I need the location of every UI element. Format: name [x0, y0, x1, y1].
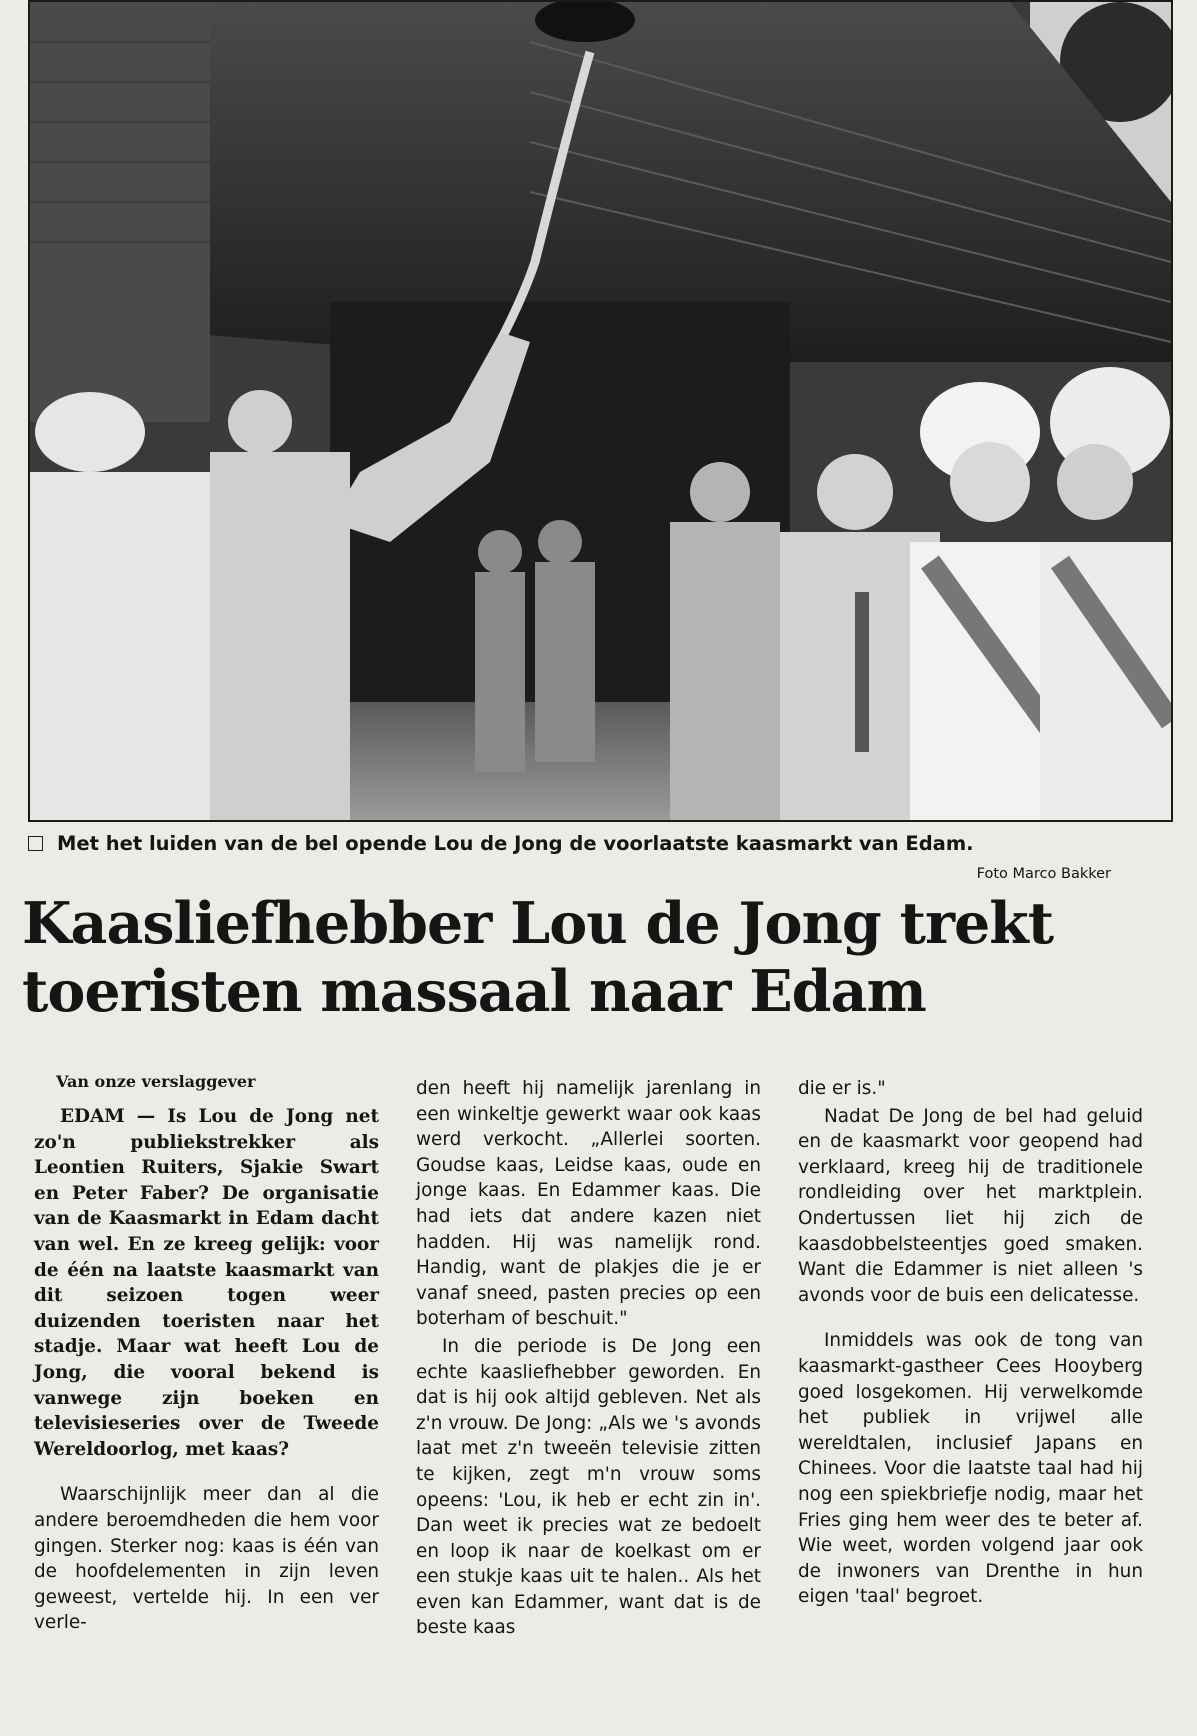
article-paragraph: die er is."	[798, 1078, 886, 1099]
article-paragraph: Inmiddels was ook de tong van kaasmarkt-gastheer Cees Hooyberg goed losgekomen. Hij verwelkomde het publiek in vrijwel alle wereldtalen, inclusief Japans en Chinees. Voor die laatste taal had hij nog een spiekbriefje nodig, maar het Fries ging hem weer des te beter af. Wie weet, worden volgend jaar ook de inwoners van Drenthe in hun eigen 'taal' begroet.	[798, 1330, 1143, 1608]
headline-line-2: toeristen massaal naar Edam	[22, 958, 926, 1025]
caption-bullet-icon	[28, 836, 43, 851]
headline	[22, 890, 1182, 1026]
photo-credit: Foto Marco Bakker	[976, 866, 1111, 882]
article-paragraph: Nadat De Jong de bel had geluid en de kaasmarkt voor geopend had verklaard, kreeg hij de traditionele rondleiding over het marktplein. Ondertussen liet hij zich de kaasdobbelsteentjes goed smaken. Want die Edammer is niet alleen 's avonds voor de buis een delicatesse.	[798, 1105, 1143, 1306]
photo-bell-ringing-icon	[30, 2, 1171, 820]
article-lead: EDAM — Is Lou de Jong net zo'n publiekstrekker als Leontien Ruiters, Sjakie Swart en Peter Faber? De organisatie van de Kaasmarkt in Edam dacht van wel. En ze kreeg gelijk: voor de één na laatste kaasmarkt van dit seizoen togen weer duizenden toeristen naar het stadje. Maar wat heeft Lou de Jong, die vooral bekend is vanwege zijn boeken en televisieseries over de Tweede Wereldoorlog, met kaas?	[34, 1106, 379, 1460]
headline-line-1: Kaasliefhebber Lou de Jong trekt	[22, 890, 1054, 957]
article-paragraph: den heeft hij namelijk jarenlang in een winkeltje gewerkt waar ook kaas werd verkocht. „Allerlei soorten. Goudse kaas, Leidse kaas, oude en jonge kaas. En Edammer kaas. Die had iets dat andere kazen niet hadden. Hij was namelijk rond. Handig, want de plakjes die je er vanaf sneed, pasten precies op een boterham of beschuit."	[416, 1078, 761, 1330]
news-photo	[28, 0, 1173, 822]
article-column-3	[798, 1076, 1143, 1610]
caption-text: Met het luiden van de bel opende Lou de Jong de voorlaatste kaasmarkt van Edam.	[57, 832, 974, 855]
article-column-2	[416, 1076, 761, 1641]
article-column-1	[34, 1072, 379, 1636]
photo-caption	[28, 832, 1173, 855]
byline: Van onze verslaggever	[56, 1072, 256, 1091]
article-paragraph: In die periode is De Jong een echte kaasliefhebber geworden. En dat is hij ook altijd gebleven. Net als z'n vrouw. De Jong: „Als we 's avonds laat met z'n tweeën televisie zitten te kijken, zegt m'n vrouw soms opeens: 'Lou, ik heb er echt zin in'. Dan weet ik precies wat ze bedoelt en loop ik naar de koelkast om er een stukje kaas uit te halen.. Als het even kan Edammer, want dat is de beste kaas	[416, 1335, 761, 1639]
article-paragraph: Waarschijnlijk meer dan al die andere beroemdheden die hem voor gingen. Sterker nog: kaas is één van de hoofdelementen in zijn leven geweest, vertelde hij. In een ver verle-	[34, 1484, 379, 1634]
